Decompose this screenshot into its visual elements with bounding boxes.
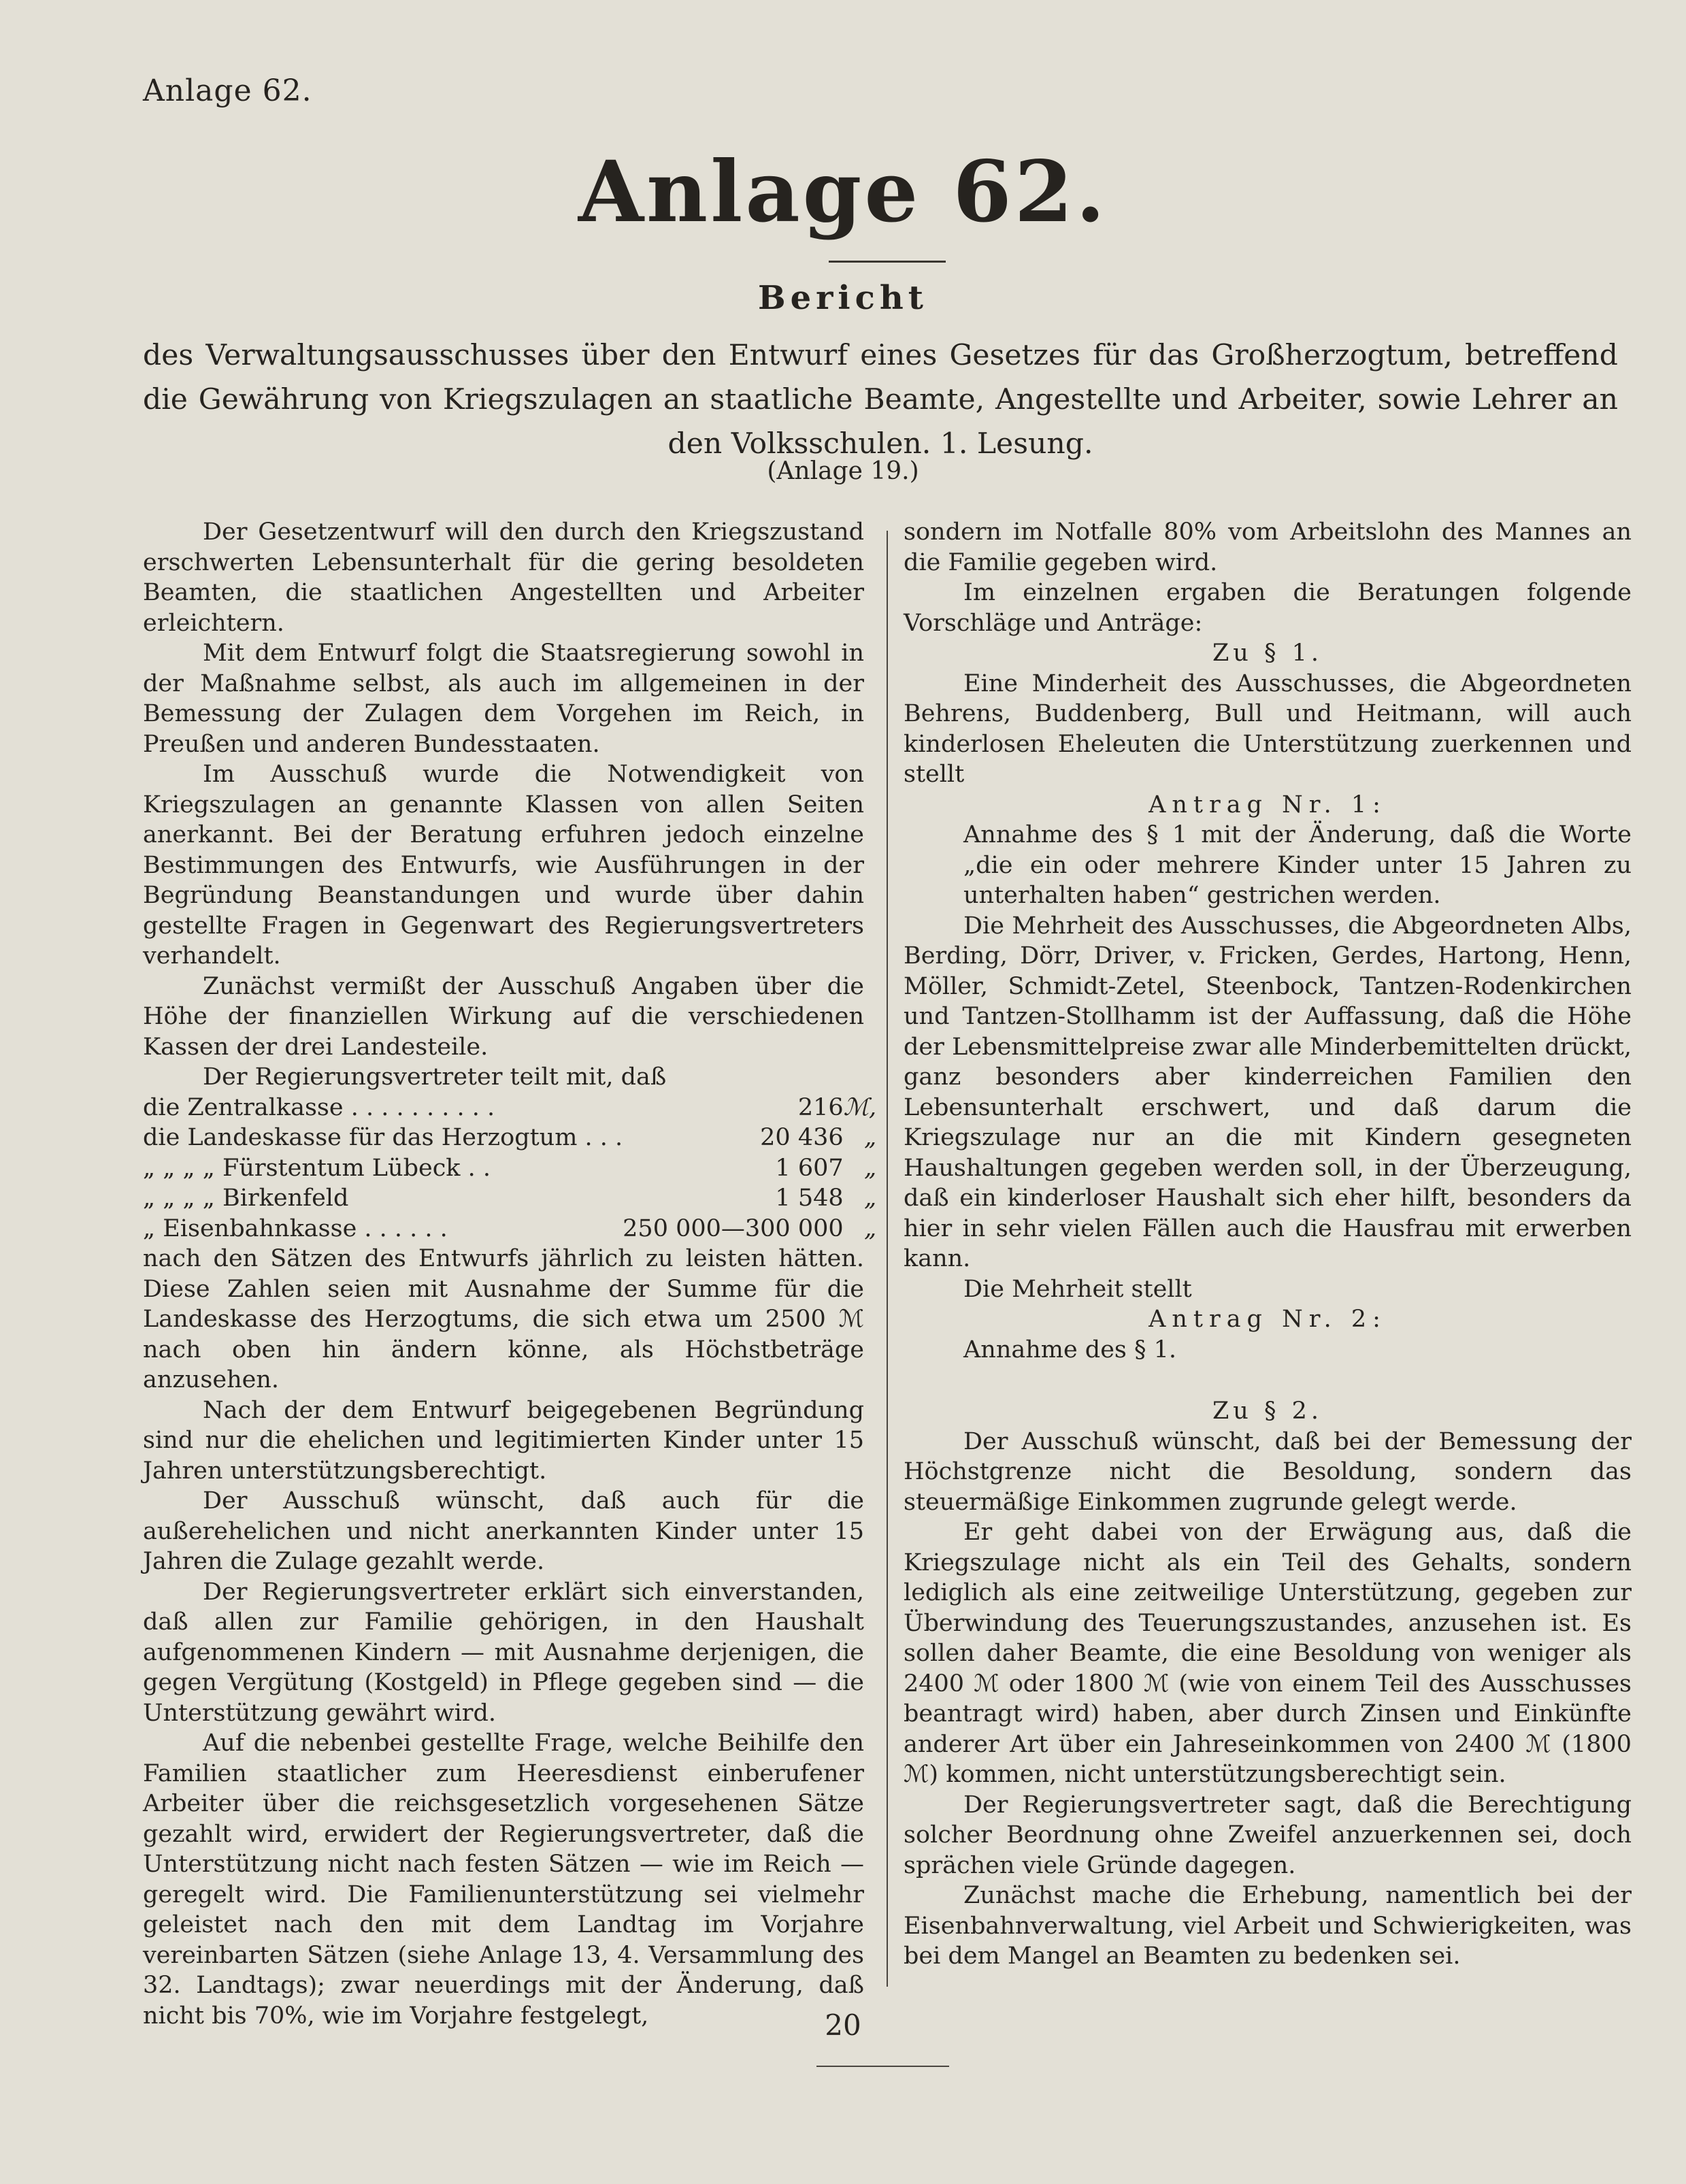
table-row xyxy=(143,1123,876,1153)
right-column xyxy=(904,517,1632,1972)
report-heading: Bericht xyxy=(758,279,928,317)
amount-unit: „ xyxy=(864,1124,877,1151)
paragraph: Der Regierungsvertreter sagt, daß die Berechtigung solcher Beordnung ohne Zweifel anzuerkennen sei, doch sprächen viele Gründe dagegen. xyxy=(904,1791,1632,1879)
amount-value: 1 607 xyxy=(775,1154,844,1182)
motion-heading: Antrag Nr. 2: xyxy=(1148,1306,1387,1333)
footer-divider xyxy=(816,2066,949,2067)
paragraph: Der Regierungsvertreter teilt mit, daß xyxy=(203,1063,667,1091)
title-divider xyxy=(829,261,946,263)
paragraph: Im Ausschuß wurde die Notwendigkeit von Kriegszulagen an genannte Klassen von allen Seiten anerkannt. Bei der Beratung erfuhren jedoch einzelne Bestimmungen des Entwurfs, wie Ausführungen in der Begründung Beanstandungen und wurde über dahin gestellte Fragen in Gegenwart des Regierungsvertreters verhandelt. xyxy=(143,761,864,970)
paragraph: Er geht dabei von der Erwägung aus, daß die Kriegszulage nicht als ein Teil des Gehalts, sondern lediglich als eine zeitweilige Unterstützung, gegeben zur Überwindung des Teuerungszustandes, anzusehen ist. Es sollen daher Beamte, die eine Besoldung von weniger als 2400 ℳ oder 1800 ℳ (wie von einem Teil des Ausschusses beantragt wird) haben, aber durch Zinsen und Einkünfte anderer Art über ein Jahreseinkommen von 2400 ℳ (1800 ℳ) kommen, nicht unterstützungsberechtigt sein. xyxy=(904,1519,1632,1788)
paragraph: Der Ausschuß wünscht, daß bei der Bemessung der Höchstgrenze nicht die Besoldung, sondern das steuermäßige Einkommen zugrunde gelegt werde. xyxy=(904,1427,1632,1516)
page-number: 20 xyxy=(825,2008,861,2042)
paragraph: Die Mehrheit des Ausschusses, die Abgeordneten Albs, Berding, Dörr, Driver, v. Fricken, Gerdes, Hartong, Henn, Möller, Schmidt-Zetel, Steenbock, Tantzen-Rodenkirchen und Tantzen-Stollhamm ist der Auffassung, daß die Höhe der Lebensmittelpreise zwar alle Minderbemittelten drückt, ganz besonders aber kinderreichen Familien den Lebensunterhalt erschwert, und daß darum die Kriegszulage nur an die mit Kindern gesegneten Haushaltungen gegeben werden soll, in der Überzeugung, daß ein kinderloser Haushalt sich eher hilft, besonders da hier in sehr vielen Fällen auch die Hausfrau mit erwerben kann. xyxy=(904,912,1632,1272)
column-divider xyxy=(887,531,888,1987)
amount-value: 250 000—300 000 xyxy=(623,1214,844,1242)
appendix-reference: (Anlage 19.) xyxy=(767,457,919,485)
paragraph: Der Ausschuß wünscht, daß auch für die außerehelichen und nicht anerkannten Kinder unter 15 Jahren die Zulage gezahlt werde. xyxy=(143,1487,864,1575)
paragraph: Mit dem Entwurf folgt die Staatsregierung sowohl in der Maßnahme selbst, als auch im allgemeinen in der Bemessung der Zulagen dem Vorgehen im Reich, in Preußen und anderen Bundesstaaten. xyxy=(143,640,864,758)
amount-unit: „ xyxy=(864,1154,877,1182)
amounts-table xyxy=(143,1093,876,1244)
amount-value: 216 xyxy=(797,1093,844,1121)
table-row xyxy=(143,1153,876,1184)
amount-label: „ „ „ „ Birkenfeld xyxy=(143,1185,349,1212)
report-subtitle: des Verwaltungsausschusses über den Entwurf eines Gesetzes für das Großherzogtum, betreffend die Gewährung von Kriegszulagen an staatliche Beamte, Angestellte und Arbeiter, sowie Lehrer an den Volksschulen. 1. Lesung. xyxy=(143,339,1618,461)
motion-text: Annahme des § 1 mit der Änderung, daß die Worte „die ein oder mehrere Kinder unter 15 Jahren zu unterhalten haben“ gestrichen werden. xyxy=(963,821,1632,909)
left-column xyxy=(143,517,877,2031)
amount-unit: „ xyxy=(864,1185,877,1212)
table-row xyxy=(143,1093,876,1123)
page-title: Anlage 62. xyxy=(578,143,1108,242)
paragraph: sondern im Notfalle 80% vom Arbeitslohn des Mannes an die Familie gegeben wird. xyxy=(904,518,1632,576)
amount-value: 1 548 xyxy=(775,1185,844,1212)
amount-label: „ Eisenbahnkasse . . . . . . xyxy=(143,1214,448,1242)
motion-text: Annahme des § 1. xyxy=(963,1336,1177,1363)
table-row xyxy=(143,1214,876,1244)
section-heading: Zu § 1. xyxy=(1212,640,1323,667)
paragraph: Auf die nebenbei gestellte Frage, welche Beihilfe den Familien staatlicher zum Heeresdienst einberufener Arbeiter über die reichsgesetzlich vorgesehenen Sätze gezahlt wird, erwidert der Regierungsvertreter, daß die Unterstützung nicht nach festen Sätzen — wie im Reich — geregelt wird. Die Familienunterstützung sei vielmehr geleistet nach den mit dem Landtag im Vorjahre vereinbarten Sätzen (siehe Anlage 13, 4. Versammlung des 32. Landtags); zwar neuerdings mit der Änderung, daß nicht bis 70%, wie im Vorjahre festgelegt, xyxy=(143,1730,864,2030)
paragraph: Der Regierungsvertreter erklärt sich einverstanden, daß allen zur Familie gehörigen, in den Haushalt aufgenommenen Kindern — mit Ausnahme derjenigen, die gegen Vergütung (Kostgeld) in Pflege gegeben sind — die Unterstützung gewährt wird. xyxy=(143,1578,864,1727)
amount-label: „ „ „ „ Fürstentum Lübeck . . xyxy=(143,1154,491,1182)
spacer xyxy=(904,1365,1632,1396)
amount-unit: ℳ, xyxy=(843,1093,877,1121)
amount-unit: „ xyxy=(864,1214,877,1242)
section-heading: Zu § 2. xyxy=(1212,1397,1323,1425)
paragraph: Im einzelnen ergaben die Beratungen folgende Vorschläge und Anträge: xyxy=(904,579,1632,637)
paragraph: Zunächst vermißt der Ausschuß Angaben über die Höhe der finanziellen Wirkung auf die verschiedenen Kassen der drei Landesteile. xyxy=(143,972,864,1061)
paragraph: Die Mehrheit stellt xyxy=(963,1275,1192,1303)
paragraph: nach den Sätzen des Entwurfs jährlich zu leisten hätten. Diese Zahlen seien mit Ausnahme der Summe für die Landeskasse des Herzogtums, die sich etwa um 2500 ℳ nach oben hin ändern könne, als Höchstbeträge anzusehen. xyxy=(143,1245,864,1393)
paragraph: Nach der dem Entwurf beigegebenen Begründung sind nur die ehelichen und legitimierten Kinder unter 15 Jahren unterstützungsberechtigt. xyxy=(143,1396,864,1485)
amount-value: 20 436 xyxy=(760,1124,844,1151)
paragraph: Zunächst mache die Erhebung, namentlich bei der Eisenbahnverwaltung, viel Arbeit und Schwierigkeiten, was bei dem Mangel an Beamten zu bedenken sei. xyxy=(904,1882,1632,1970)
amount-label: die Landeskasse für das Herzogtum . . . xyxy=(143,1124,623,1151)
table-row xyxy=(143,1183,876,1214)
motion-heading: Antrag Nr. 1: xyxy=(1148,791,1387,818)
paragraph: Eine Minderheit des Ausschusses, die Abgeordneten Behrens, Buddenberg, Bull und Heitmann, will auch kinderlosen Eheleuten die Unterstützung zuerkennen und stellt xyxy=(904,669,1632,788)
amount-label: die Zentralkasse . . . . . . . . . . xyxy=(143,1093,495,1121)
paragraph: Der Gesetzentwurf will den durch den Kriegszustand erschwerten Lebensunterhalt für die gering besoldeten Beamten, die staatlichen Angestellten und Arbeiter erleichtern. xyxy=(143,518,864,637)
running-head: Anlage 62. xyxy=(143,73,312,108)
